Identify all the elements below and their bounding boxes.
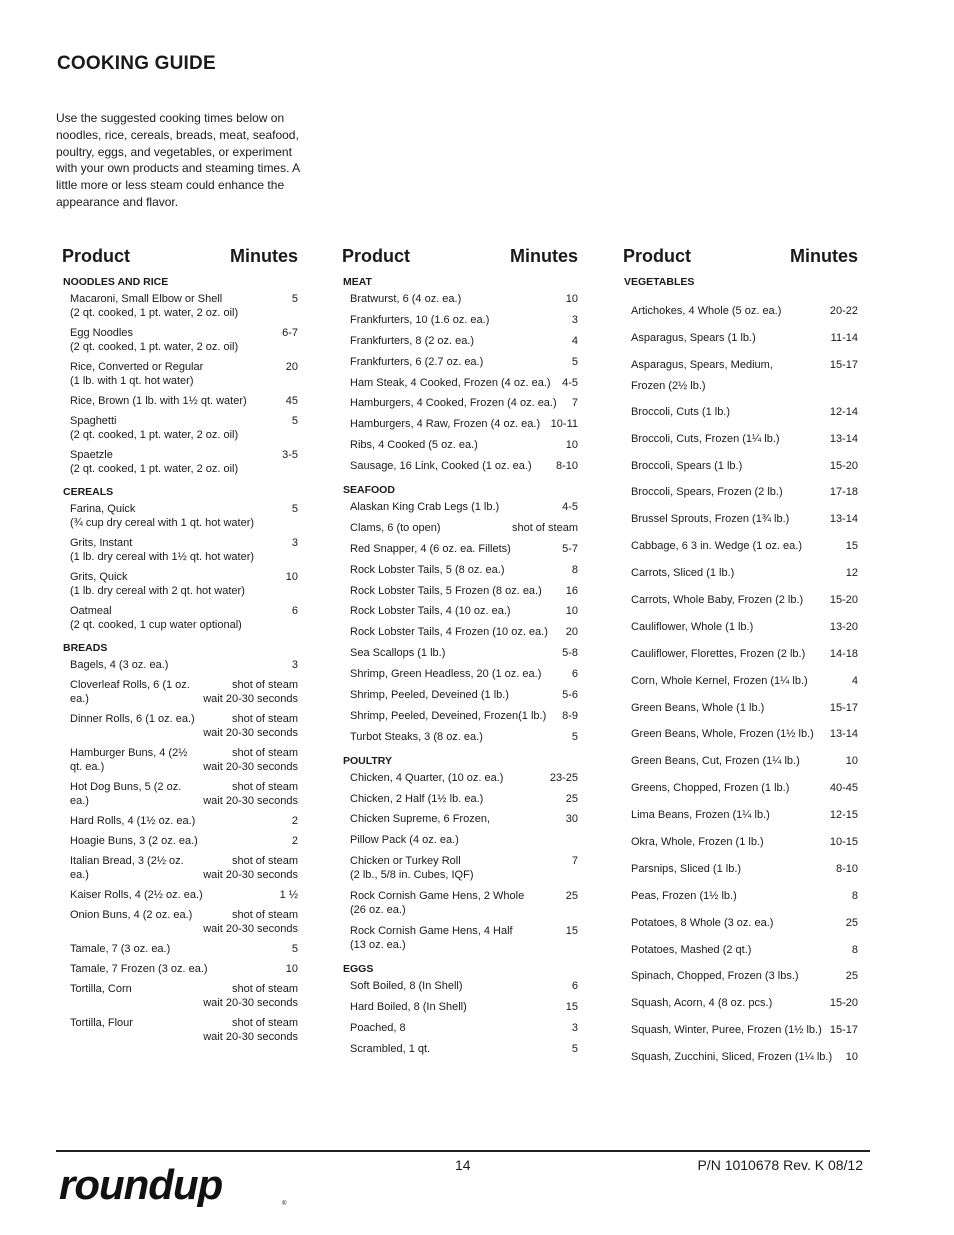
table-row xyxy=(342,833,578,854)
table-row xyxy=(623,993,858,1020)
product-name: Rice, Converted or Regular (1 lb. with 1 qt. hot water) xyxy=(70,361,204,387)
product-name: Chicken or Turkey Roll (2 lb., 5/8 in. Cubes, IQF) xyxy=(350,855,474,882)
table-row xyxy=(623,698,858,725)
table-row xyxy=(623,778,858,805)
intro-paragraph: Use the suggested cooking times below on noodles, rice, cereals, breads, meat, seafood, poultry, eggs, and vegetables, or experiment with your own products and steaming times. A little more or less steam could enhance the appearance and flavor. xyxy=(56,111,300,209)
cook-minutes: 10-11 xyxy=(550,418,578,431)
product-name: Spinach, Chopped, Frozen (3 lbs.) xyxy=(631,970,799,983)
table-row xyxy=(342,771,578,792)
product-name: Potatoes, 8 Whole (3 oz. ea.) xyxy=(631,916,774,929)
product-name: Farina, Quick (¾ cup dry cereal with 1 qt. hot water) xyxy=(70,503,255,529)
table-row xyxy=(342,924,578,959)
cook-minutes: 20 xyxy=(565,626,578,639)
section-title: VEGETABLES xyxy=(624,276,695,288)
cook-minutes: 15 xyxy=(565,925,578,938)
table-row xyxy=(623,536,858,563)
product-name: Squash, Acorn, 4 (8 oz. pcs.) xyxy=(631,997,773,1010)
product-name: Cabbage, 6 3 in. Wedge (1 oz. ea.) xyxy=(631,540,803,553)
product-name: Hamburger Buns, 4 (2½ qt. ea.) xyxy=(70,747,188,773)
section-title: SEAFOOD xyxy=(343,484,395,497)
column-header xyxy=(342,245,578,267)
cook-minutes: 23-25 xyxy=(549,771,578,784)
product-name: Rock Lobster Tails, 4 Frozen (10 oz. ea.) xyxy=(350,626,548,639)
section-vegetables xyxy=(623,272,858,1074)
product-name: Turbot Steaks, 3 (8 oz. ea.) xyxy=(350,730,483,743)
cook-minutes: 15-17 xyxy=(829,358,858,371)
table-row xyxy=(342,500,578,521)
product-name: Bratwurst, 6 (4 oz. ea.) xyxy=(350,293,462,305)
table-row xyxy=(342,355,578,376)
product-name: Hoagie Buns, 3 (2 oz. ea.) xyxy=(70,835,198,847)
cook-minutes: 3 xyxy=(291,537,298,549)
product-name: Broccoli, Spears, Frozen (2 lb.) xyxy=(631,486,783,499)
product-name: Hamburgers, 4 Raw, Frozen (4 oz. ea.) xyxy=(350,418,541,431)
product-name: Scrambled, 1 qt. xyxy=(350,1042,431,1055)
product-name: Asparagus, Spears, Medium, Frozen (2½ lb.) xyxy=(631,358,773,392)
column-1 xyxy=(62,245,298,1050)
cook-minutes: 6 xyxy=(571,668,578,681)
table-row xyxy=(623,805,858,832)
section-title: CEREALS xyxy=(63,486,114,498)
cook-minutes: 3 xyxy=(571,1021,578,1034)
cook-minutes: shot of steam wait 20-30 seconds xyxy=(203,909,298,935)
page-title: COOKING GUIDE xyxy=(57,53,216,74)
section-title: POULTRY xyxy=(343,754,392,767)
column-header xyxy=(623,245,858,267)
product-name: Carrots, Sliced (1 lb.) xyxy=(631,567,735,580)
table-row xyxy=(62,448,298,482)
product-name: Hard Boiled, 8 (In Shell) xyxy=(350,1000,467,1013)
cook-minutes: 25 xyxy=(565,792,578,805)
table-row xyxy=(342,438,578,459)
cook-minutes: 15-20 xyxy=(829,594,858,607)
table-row xyxy=(62,834,298,854)
table-row xyxy=(623,913,858,940)
product-name: Soft Boiled, 8 (In Shell) xyxy=(350,979,463,992)
cook-minutes: 10 xyxy=(845,1051,858,1064)
product-name: Tamale, 7 Frozen (3 oz. ea.) xyxy=(70,963,208,975)
product-name: Frankfurters, 10 (1.6 oz. ea.) xyxy=(350,313,490,326)
cook-minutes: 10 xyxy=(285,963,298,975)
cook-minutes: 20 xyxy=(285,361,298,373)
cook-minutes: 3 xyxy=(571,313,578,326)
product-name: Hamburgers, 4 Cooked, Frozen (4 oz. ea.) xyxy=(350,397,557,410)
table-row xyxy=(62,536,298,570)
minutes-header: Minutes xyxy=(229,246,298,266)
section-noodles xyxy=(62,272,298,482)
product-name: Onion Buns, 4 (2 oz. ea.) xyxy=(70,909,193,921)
product-name: Okra, Whole, Frozen (1 lb.) xyxy=(631,836,764,849)
table-row xyxy=(623,1020,858,1047)
table-row xyxy=(342,812,578,833)
product-name: Squash, Winter, Puree, Frozen (1½ lb.) xyxy=(631,1024,822,1037)
product-name: Grits, Instant (1 lb. dry cereal with 1½ qt. hot water) xyxy=(70,537,255,563)
table-row xyxy=(62,414,298,448)
section-title: MEAT xyxy=(343,276,372,288)
section-title: EGGS xyxy=(343,962,374,975)
table-row xyxy=(342,854,578,889)
product-name: Green Beans, Whole (1 lb.) xyxy=(631,701,765,714)
table-row xyxy=(342,709,578,730)
product-name: Rock Cornish Game Hens, 4 Half (13 oz. ea.) xyxy=(350,925,513,952)
table-row xyxy=(342,417,578,438)
table-row xyxy=(623,751,858,778)
cook-minutes: 30 xyxy=(565,813,578,826)
product-name: Bagels, 4 (3 oz. ea.) xyxy=(70,659,169,671)
product-name: Parsnips, Sliced (1 lb.) xyxy=(631,862,742,875)
cook-minutes: 4 xyxy=(571,334,578,347)
product-name: Green Beans, Cut, Frozen (1¼ lb.) xyxy=(631,755,800,768)
table-row xyxy=(62,962,298,982)
product-name: Chicken, 2 Half (1½ lb. ea.) xyxy=(350,792,484,805)
table-row xyxy=(623,563,858,590)
table-row xyxy=(62,908,298,942)
cook-minutes: 15-17 xyxy=(829,701,858,714)
table-row xyxy=(623,1047,858,1074)
cook-minutes: 12-14 xyxy=(829,405,858,418)
footer-rule xyxy=(56,1150,870,1152)
cook-minutes: 45 xyxy=(285,395,298,407)
product-name: Clams, 6 (to open) xyxy=(350,521,441,534)
table-row xyxy=(342,376,578,397)
cook-minutes: 8-10 xyxy=(835,862,858,875)
cook-minutes: shot of steam wait 20-30 seconds xyxy=(203,855,298,881)
cook-minutes: shot of steam wait 20-30 seconds xyxy=(203,1017,298,1043)
product-name: Macaroni, Small Elbow or Shell (2 qt. cooked, 1 pt. water, 2 oz. oil) xyxy=(70,293,239,319)
part-number: P/N 1010678 Rev. K 08/12 xyxy=(697,1157,863,1173)
cook-minutes: 12 xyxy=(845,567,858,580)
cook-minutes: 16 xyxy=(565,584,578,597)
table-row xyxy=(623,859,858,886)
cook-minutes: 5 xyxy=(571,730,578,743)
product-name: Sausage, 16 Link, Cooked (1 oz. ea.) xyxy=(350,460,532,473)
product-name: Artichokes, 4 Whole (5 oz. ea.) xyxy=(631,305,782,317)
table-row xyxy=(623,617,858,644)
section-breads xyxy=(62,638,298,1050)
product-name: Potatoes, Mashed (2 qt.) xyxy=(631,943,752,956)
svg-text:®: ® xyxy=(282,1201,287,1207)
table-row xyxy=(342,667,578,688)
table-row xyxy=(342,459,578,480)
cook-minutes: 10-15 xyxy=(829,836,858,849)
product-header: Product xyxy=(342,246,411,266)
cook-minutes: 5-8 xyxy=(562,647,578,660)
section-poultry xyxy=(342,751,578,959)
table-row xyxy=(62,942,298,962)
product-name: Rock Cornish Game Hens, 2 Whole (26 oz. ea.) xyxy=(350,890,525,917)
cook-minutes: 15-20 xyxy=(829,997,858,1010)
cook-minutes: 5 xyxy=(291,503,298,515)
table-row xyxy=(623,301,858,328)
cook-minutes: 5 xyxy=(291,415,298,427)
product-name: Cauliflower, Florettes, Frozen (2 lb.) xyxy=(631,647,806,660)
table-row xyxy=(623,328,858,355)
product-name: Dinner Rolls, 6 (1 oz. ea.) xyxy=(70,713,195,725)
cook-minutes: 15-17 xyxy=(829,1024,858,1037)
product-name: Chicken, 4 Quarter, (10 oz. ea.) xyxy=(350,771,504,784)
product-name: Oatmeal (2 qt. cooked, 1 cup water optional) xyxy=(70,605,242,631)
product-name: Broccoli, Cuts (1 lb.) xyxy=(631,405,731,418)
cook-minutes: 6-7 xyxy=(282,327,298,339)
table-row xyxy=(623,456,858,483)
cook-minutes: 25 xyxy=(565,890,578,903)
cook-minutes: shot of steam wait 20-30 seconds xyxy=(203,781,298,807)
product-name: Spaetzle (2 qt. cooked, 1 pt. water, 2 oz. oil) xyxy=(70,449,239,475)
product-name: Chicken Supreme, 6 Frozen, xyxy=(350,813,491,826)
table-row xyxy=(342,542,578,563)
table-row xyxy=(62,888,298,908)
product-name: Tamale, 7 (3 oz. ea.) xyxy=(70,943,171,955)
table-row xyxy=(623,482,858,509)
column-header xyxy=(62,245,298,267)
table-row xyxy=(342,979,578,1000)
table-row xyxy=(62,394,298,414)
table-row xyxy=(342,563,578,584)
table-row xyxy=(623,429,858,456)
product-name: Pillow Pack (4 oz. ea.) xyxy=(350,834,459,847)
product-name: Red Snapper, 4 (6 oz. ea. Fillets) xyxy=(350,542,511,555)
column-2 xyxy=(342,245,578,1063)
table-row xyxy=(62,814,298,834)
cook-minutes: 14-18 xyxy=(829,647,858,660)
table-row xyxy=(62,854,298,888)
section-eggs xyxy=(342,959,578,1063)
product-name: Shrimp, Peeled, Deveined (1 lb.) xyxy=(350,689,509,702)
cook-minutes: 10 xyxy=(565,439,578,452)
cook-minutes: 25 xyxy=(845,916,858,929)
cook-minutes: 17-18 xyxy=(829,486,858,499)
table-row xyxy=(62,712,298,746)
table-row xyxy=(342,792,578,813)
product-header: Product xyxy=(62,246,131,266)
cook-minutes: 8 xyxy=(851,889,858,902)
product-name: Italian Bread, 3 (2½ oz. ea.) xyxy=(70,855,184,881)
product-name: Carrots, Whole Baby, Frozen (2 lb.) xyxy=(631,594,804,607)
cook-minutes: 25 xyxy=(845,970,858,983)
product-name: Rock Lobster Tails, 5 Frozen (8 oz. ea.) xyxy=(350,584,542,597)
cook-minutes: 5-6 xyxy=(562,689,578,702)
cook-minutes: 2 xyxy=(291,815,298,827)
cook-minutes: 10 xyxy=(285,571,298,583)
product-header: Product xyxy=(623,246,692,266)
product-name: Broccoli, Cuts, Frozen (1¼ lb.) xyxy=(631,432,780,445)
svg-text:roundup: roundup xyxy=(59,1161,223,1207)
table-row xyxy=(623,644,858,671)
table-row xyxy=(62,292,298,326)
section-seafood xyxy=(342,480,578,751)
table-row xyxy=(623,355,858,402)
cook-minutes: 10 xyxy=(845,755,858,768)
section-title: BREADS xyxy=(63,642,108,654)
product-name: Brussel Sprouts, Frozen (1¾ lb.) xyxy=(631,513,790,526)
cook-minutes: 13-14 xyxy=(829,728,858,741)
table-row xyxy=(342,584,578,605)
product-name: Rock Lobster Tails, 5 (8 oz. ea.) xyxy=(350,563,505,576)
product-name: Peas, Frozen (1½ lb.) xyxy=(631,889,737,902)
product-name: Squash, Zucchini, Sliced, Frozen (1¼ lb.) xyxy=(631,1051,833,1064)
table-row xyxy=(623,940,858,967)
table-row xyxy=(623,590,858,617)
cook-minutes: 13-14 xyxy=(829,513,858,526)
cook-minutes: 40-45 xyxy=(829,782,858,795)
cook-minutes: 12-15 xyxy=(829,809,858,822)
cook-minutes: 15-20 xyxy=(829,459,858,472)
cook-minutes: 3-5 xyxy=(282,449,298,461)
table-row xyxy=(62,326,298,360)
table-row xyxy=(342,625,578,646)
cook-minutes: 11-14 xyxy=(830,331,858,344)
product-name: Spaghetti (2 qt. cooked, 1 pt. water, 2 oz. oil) xyxy=(70,415,239,441)
cook-minutes: shot of steam wait 20-30 seconds xyxy=(203,713,298,739)
column-3 xyxy=(623,245,858,1074)
product-name: Asparagus, Spears (1 lb.) xyxy=(631,331,756,344)
product-name: Shrimp, Peeled, Deveined, Frozen(1 lb.) xyxy=(350,709,547,722)
table-row xyxy=(623,671,858,698)
cook-minutes: 13-20 xyxy=(829,620,858,633)
section-cereals xyxy=(62,482,298,638)
page-number: 14 xyxy=(455,1157,471,1173)
product-name: Shrimp, Green Headless, 20 (1 oz. ea.) xyxy=(350,668,542,681)
table-row xyxy=(62,658,298,678)
table-row xyxy=(62,360,298,394)
product-name: Frankfurters, 6 (2.7 oz. ea.) xyxy=(350,355,484,368)
section-meat xyxy=(342,272,578,480)
product-name: Rock Lobster Tails, 4 (10 oz. ea.) xyxy=(350,605,511,618)
cook-minutes: shot of steam wait 20-30 seconds xyxy=(203,679,298,705)
product-name: Lima Beans, Frozen (1¼ lb.) xyxy=(631,809,770,822)
cook-minutes: 4 xyxy=(851,674,858,687)
product-name: Greens, Chopped, Frozen (1 lb.) xyxy=(631,782,790,795)
table-row xyxy=(623,402,858,429)
table-row xyxy=(623,724,858,751)
table-row xyxy=(62,746,298,780)
table-row xyxy=(342,521,578,542)
table-row xyxy=(62,1016,298,1050)
cook-minutes: 6 xyxy=(571,979,578,992)
cook-minutes: 7 xyxy=(571,397,578,410)
cook-minutes: 20-22 xyxy=(829,305,858,317)
cook-minutes: 8 xyxy=(851,943,858,956)
table-row xyxy=(342,889,578,924)
table-row xyxy=(623,886,858,913)
table-row xyxy=(623,832,858,859)
product-name: Hot Dog Buns, 5 (2 oz. ea.) xyxy=(70,781,182,807)
cook-minutes: 4-5 xyxy=(562,376,578,389)
cook-minutes: 5 xyxy=(291,293,298,305)
product-name: Ham Steak, 4 Cooked, Frozen (4 oz. ea.) xyxy=(350,376,551,389)
cook-minutes: 3 xyxy=(291,659,298,671)
minutes-header: Minutes xyxy=(789,246,858,266)
cook-minutes: 1 ½ xyxy=(279,889,298,901)
table-row xyxy=(342,313,578,334)
cook-minutes: 15 xyxy=(565,1000,578,1013)
product-name: Rice, Brown (1 lb. with 1½ qt. water) xyxy=(70,395,247,407)
table-row xyxy=(342,688,578,709)
table-row xyxy=(623,509,858,536)
table-row xyxy=(342,646,578,667)
section-title: NOODLES AND RICE xyxy=(63,276,169,288)
product-name: Frankfurters, 8 (2 oz. ea.) xyxy=(350,334,475,347)
cook-minutes: 10 xyxy=(565,605,578,618)
table-row xyxy=(342,396,578,417)
product-name: Grits, Quick (1 lb. dry cereal with 2 qt. hot water) xyxy=(70,571,245,597)
cook-minutes: 7 xyxy=(571,855,578,868)
cook-minutes: 2 xyxy=(291,835,298,847)
table-row xyxy=(342,292,578,313)
product-name: Egg Noodles (2 qt. cooked, 1 pt. water, 2 oz. oil) xyxy=(70,327,239,353)
table-row xyxy=(623,966,858,993)
cook-minutes: 5 xyxy=(571,1042,578,1055)
product-name: Sea Scallops (1 lb.) xyxy=(350,647,446,660)
cook-minutes: 4-5 xyxy=(562,501,578,514)
product-name: Ribs, 4 Cooked (5 oz. ea.) xyxy=(350,439,478,452)
table-row xyxy=(342,1021,578,1042)
product-name: Alaskan King Crab Legs (1 lb.) xyxy=(350,501,500,514)
table-row xyxy=(342,1042,578,1063)
roundup-logo xyxy=(57,1161,289,1212)
product-name: Green Beans, Whole, Frozen (1½ lb.) xyxy=(631,728,814,741)
cook-minutes: 5-7 xyxy=(562,542,578,555)
product-name: Tortilla, Flour xyxy=(70,1017,133,1029)
table-row xyxy=(62,678,298,712)
table-row xyxy=(342,1000,578,1021)
table-row xyxy=(62,502,298,536)
cook-minutes: 6 xyxy=(291,605,298,617)
product-name: Corn, Whole Kernel, Frozen (1¼ lb.) xyxy=(631,674,808,687)
product-name: Cauliflower, Whole (1 lb.) xyxy=(631,620,754,633)
table-row xyxy=(342,730,578,751)
product-name: Cloverleaf Rolls, 6 (1 oz. ea.) xyxy=(70,679,190,705)
cook-minutes: 8-10 xyxy=(555,460,578,473)
product-name: Tortilla, Corn xyxy=(70,983,132,995)
product-name: Broccoli, Spears (1 lb.) xyxy=(631,459,743,472)
table-row xyxy=(62,780,298,814)
cook-minutes: 8 xyxy=(571,563,578,576)
cook-minutes: 8-9 xyxy=(562,709,578,722)
product-name: Poached, 8 xyxy=(350,1021,406,1034)
cook-minutes: shot of steam wait 20-30 seconds xyxy=(203,747,298,773)
cook-minutes: shot of steam wait 20-30 seconds xyxy=(203,983,298,1009)
table-row xyxy=(342,604,578,625)
product-name: Hard Rolls, 4 (1½ oz. ea.) xyxy=(70,815,196,827)
cook-minutes: 13-14 xyxy=(829,432,858,445)
cook-minutes: 5 xyxy=(291,943,298,955)
product-name: Kaiser Rolls, 4 (2½ oz. ea.) xyxy=(70,889,203,901)
table-row xyxy=(342,334,578,355)
minutes-header: Minutes xyxy=(509,246,578,266)
cook-minutes: 15 xyxy=(845,540,858,553)
table-row xyxy=(62,570,298,604)
table-row xyxy=(62,604,298,638)
table-row xyxy=(62,982,298,1016)
cook-minutes: 10 xyxy=(565,293,578,305)
cook-minutes: shot of steam xyxy=(511,521,578,534)
cook-minutes: 5 xyxy=(571,355,578,368)
